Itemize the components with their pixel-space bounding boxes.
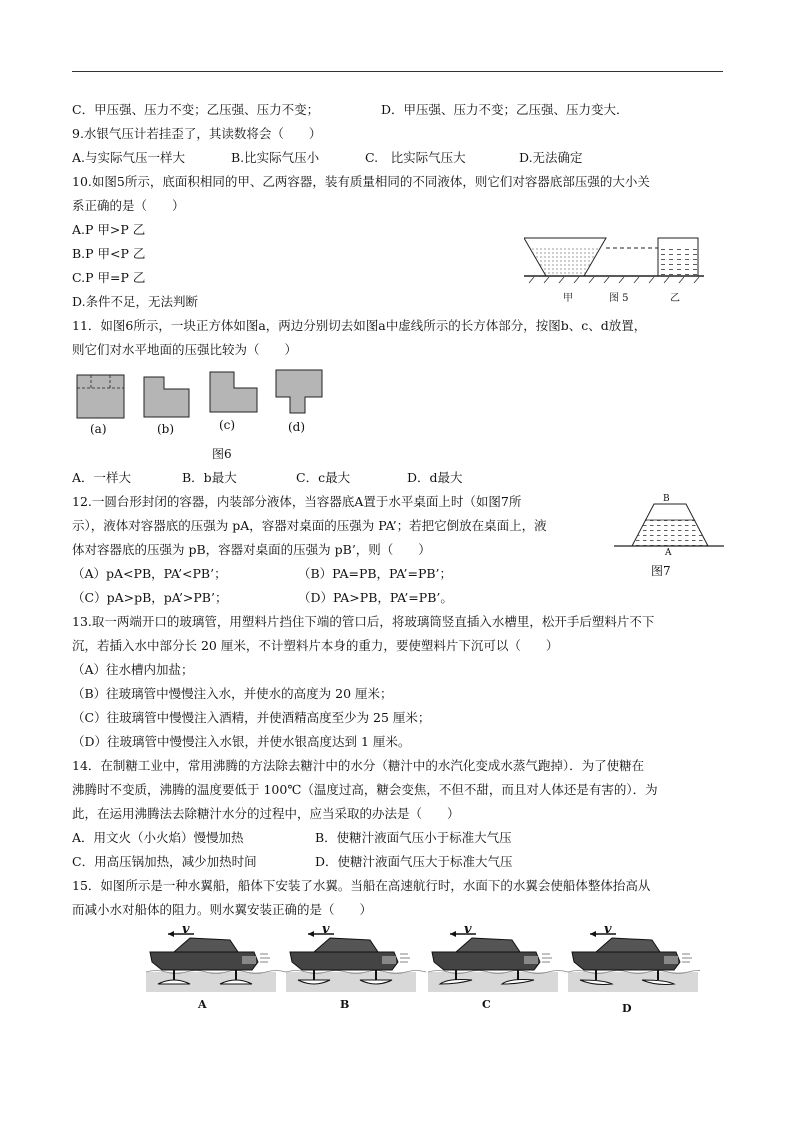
question-12-line1: 12.一圆台形封闭的容器，内装部分液体，当容器底A置于水平桌面上时（如图7所 bbox=[72, 494, 522, 509]
q13-option-a: （A）往水槽内加盐； bbox=[72, 662, 194, 677]
question-11-line1: 11．如图6所示，一块正方体如图a，两边分别切去如图a中虚线所示的长方体部分，按图b、c、d放置， bbox=[72, 318, 647, 333]
q11-option-d: D．d最大 bbox=[407, 470, 463, 485]
fig7-label-b: B bbox=[663, 494, 670, 504]
fig5-label-jia: 甲 bbox=[563, 293, 573, 304]
q11-option-b: B．b最大 bbox=[182, 470, 237, 485]
q12-option-d: （D）PA>PB，PA’=PB’。 bbox=[298, 590, 453, 605]
q9-option-c: C. 比实际气压大 bbox=[365, 150, 466, 165]
question-13-line1: 13.取一两端开口的玻璃管，用塑料片挡住下端的管口后，将玻璃筒竖直插入水槽里，松开手后塑料片不下 bbox=[72, 614, 655, 629]
figure-7-frustum bbox=[614, 498, 724, 550]
figure-15-hydrofoil-boats bbox=[140, 922, 700, 1000]
option-line-c: C．甲压强、压力不变；乙压强、压力不变； bbox=[72, 102, 320, 117]
header-rule bbox=[72, 71, 723, 72]
question-15-line2: 而减小水对船体的阻力。则水翼安装正确的是（ ） bbox=[72, 902, 373, 917]
fig15-label-b: B bbox=[340, 998, 350, 1011]
question-14-line3: 此，在运用沸腾法去除糖汁水分的过程中，应当采取的办法是（ ） bbox=[72, 806, 460, 821]
fig15-velocity-b: v bbox=[322, 922, 330, 937]
figure-6-blocks bbox=[76, 368, 328, 420]
q13-option-d: （D）往玻璃管中慢慢注入水银，并使水银高度达到 1 厘米。 bbox=[72, 734, 411, 749]
q9-option-b: B.比实际气压小 bbox=[231, 150, 320, 165]
option-line-d: D．甲压强、压力不变；乙压强、压力变大． bbox=[381, 102, 629, 117]
fig6-label-b: (b) bbox=[157, 422, 175, 436]
fig6-caption: 图6 bbox=[212, 447, 232, 461]
fig5-caption: 图 5 bbox=[609, 293, 629, 304]
q10-option-d: D.条件不足，无法判断 bbox=[72, 294, 199, 309]
q12-option-a: （A）pA<PB，PA’<PB’； bbox=[72, 566, 227, 581]
q9-option-d: D.无法确定 bbox=[519, 150, 583, 165]
question-9: 9.水银气压计若挂歪了，其读数将会（ ） bbox=[72, 126, 322, 141]
fig15-label-c: C bbox=[482, 998, 491, 1011]
question-14-line2: 沸腾时不变质，沸腾的温度要低于 100℃（温度过高，糖会变焦，不但不甜，而且对人体还是有害的）．为 bbox=[72, 782, 658, 797]
question-11-line2: 则它们对水平地面的压强比较为（ ） bbox=[72, 342, 298, 357]
q10-option-a: A.P 甲>P 乙 bbox=[72, 222, 146, 237]
question-12-line3: 体对容器底的压强为 pB，容器对桌面的压强为 pB’，则（ ） bbox=[72, 542, 431, 557]
question-10-line1: 10.如图5所示，底面积相同的甲、乙两容器，装有质量相同的不同液体，则它们对容器底部压强的大小关 bbox=[72, 174, 650, 189]
fig15-velocity-c: v bbox=[464, 922, 472, 937]
fig15-velocity-a: v bbox=[182, 922, 190, 937]
question-13-line2: 沉，若插入水中部分长 20 厘米，不计塑料片本身的重力，要使塑料片下沉可以（ ） bbox=[72, 638, 559, 653]
fig6-label-c: (c) bbox=[219, 418, 236, 432]
q13-option-b: （B）往玻璃管中慢慢注入水，并使水的高度为 20 厘米； bbox=[72, 686, 393, 701]
fig6-label-a: (a) bbox=[90, 422, 107, 436]
q12-option-c: （C）pA>pB，pA’>PB’； bbox=[72, 590, 228, 605]
q14-option-b: B．使糖汁液面气压小于标准大气压 bbox=[315, 830, 512, 845]
q14-option-d: D．使糖汁液面气压大于标准大气压 bbox=[315, 854, 513, 869]
q10-option-c: C.P 甲=P 乙 bbox=[72, 270, 146, 285]
question-10-line2: 系正确的是（ ） bbox=[72, 198, 185, 213]
q14-option-c: C．用高压锅加热，减少加热时间 bbox=[72, 854, 257, 869]
q10-option-b: B.P 甲<P 乙 bbox=[72, 246, 146, 261]
q9-option-a: A.与实际气压一样大 bbox=[72, 150, 186, 165]
q11-option-a: A．一样大 bbox=[72, 470, 132, 485]
fig15-label-a: A bbox=[198, 998, 207, 1011]
fig15-velocity-d: v bbox=[604, 922, 612, 937]
q11-option-c: C．c最大 bbox=[296, 470, 351, 485]
q13-option-c: （C）往玻璃管中慢慢注入酒精，并使酒精高度至少为 25 厘米； bbox=[72, 710, 431, 725]
fig5-label-yi: 乙 bbox=[670, 293, 680, 304]
question-14-line1: 14．在制糖工业中，常用沸腾的方法除去糖汁中的水分（糖汁中的水汽化变成水蒸气跑掉）．为了使糖在 bbox=[72, 758, 645, 773]
question-12-line2: 示），液体对容器底的压强为 pA，容器对桌面的压强为 PA’；若把它倒放在桌面上，液 bbox=[72, 518, 547, 533]
fig6-label-d: (d) bbox=[288, 420, 306, 434]
fig15-label-d: D bbox=[622, 1002, 632, 1015]
q12-option-b: （B）PA=PB，PA’=PB’； bbox=[298, 566, 453, 581]
fig7-label-a: A bbox=[665, 548, 672, 558]
question-15-line1: 15．如图所示是一种水翼船，船体下安装了水翼。当船在高速航行时，水面下的水翼会使船体整体抬高从 bbox=[72, 878, 651, 893]
fig7-caption: 图7 bbox=[651, 564, 671, 578]
q14-option-a: A．用文火（小火焰）慢慢加热 bbox=[72, 830, 244, 845]
